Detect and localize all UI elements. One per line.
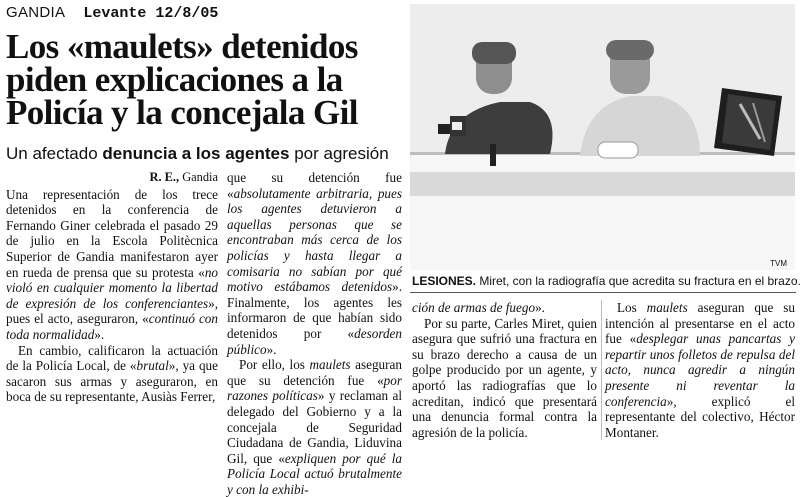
newspaper-source-date: Levante 12/8/05: [83, 5, 219, 22]
caption-text: Miret, con la radiografía que acredita su fractura en el brazo.: [476, 274, 801, 288]
photo-illustration: [410, 4, 795, 270]
paragraph: que su detención fue «absolutamente arbitraria, pues los agentes detuvieron a aquellas personas que se encontraban más cerca de los policías y hasta llegar a comisaria no sabían por qué motivo estábamos detenidos». Finalmente, los agentes les informaron de que habían sido detenidos por «desorden público».: [227, 170, 402, 357]
subhead-text: por agresión: [289, 144, 389, 163]
byline-author: R. E.,: [149, 170, 180, 184]
article-column-4: [605, 300, 795, 440]
article-column-3: [412, 300, 597, 440]
headline-line: piden explicaciones a la: [6, 60, 343, 99]
byline: [6, 170, 218, 186]
divider: [410, 292, 796, 293]
section-label: GANDIA: [6, 4, 66, 21]
subhead-text: Un afectado: [6, 144, 103, 163]
photo-caption: [412, 274, 801, 288]
headline-line: Policía y la concejala Gil: [6, 93, 358, 132]
photo-credit: TVM: [770, 259, 787, 268]
paragraph: ción de armas de fuego».: [412, 300, 545, 315]
column-divider: [601, 300, 602, 440]
paragraph: En cambio, calificaron la actuación de la Policía Local, de «brutal», ya que sacaron sus armas y aseguraron, en boca de su representante, Ausiàs Ferrer,: [6, 342, 218, 405]
paragraph: Por su parte, Carles Miret, quien asegura que sufrió una fractura en su brazo derecho a causa de un golpe producido por un agente, y aportó las radiografías que lo acreditan, indicó que presentará una denuncia formal contra la agresión de la policía.: [412, 315, 597, 440]
paragraph: Una representación de los trece detenidos en la conferencia de Fernando Giner celebrada el pasado 29 de julio en la Escola Politècnica Superior de Gandia manifestaron ayer en rueda de prensa que su protesta «no violó en cualquier momento la libertad de expresión de los conferenciantes», pues el acto, aseguraron, «continuó con toda normalidad».: [6, 186, 218, 342]
article-column-1: [6, 170, 218, 405]
page-header: [6, 4, 218, 26]
headline-line: Los «maulets» detenidos: [6, 27, 358, 66]
paragraph: Los maulets aseguran que su intención al presentarse en el acto fue «desplegar unas pancartas y repartir unos folletos de repulsa del acto, nunca agredir a ningún presente ni reventar la conferencia», explicó el representante del colectivo, Héctor Montaner.: [605, 300, 796, 440]
byline-place: Gandia: [179, 170, 218, 184]
paragraph: Por ello, los maulets aseguran que su detención fue «por razones políticas» y reclaman al delegado del Gobierno y a la concejala de Seguridad Ciudadana de Gandia, Liduvina Gil, que «expliquen por qué la Policía Local actuó brutalmente y con la exhibi-: [227, 357, 403, 497]
headline: [6, 27, 386, 132]
news-photo: [410, 4, 795, 270]
subhead-emphasis: denuncia a los agentes: [102, 144, 290, 163]
caption-label: LESIONES.: [412, 274, 477, 288]
subheadline: [6, 144, 396, 164]
